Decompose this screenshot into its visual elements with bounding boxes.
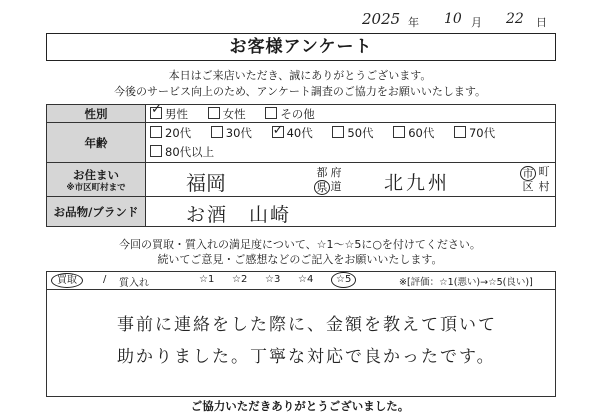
type-pawn-option[interactable]: 質入れ <box>119 278 149 289</box>
date-year-unit: 年 <box>408 16 419 29</box>
star-option-2[interactable]: ☆2 <box>232 274 248 285</box>
city-suffix-grid <box>520 165 554 195</box>
star-option-4[interactable]: ☆4 <box>298 274 314 285</box>
prefecture-suffix-to: 都 <box>316 166 328 179</box>
city-suffix-machi: 町 <box>538 165 550 178</box>
satisfaction-prompt-line-1: 今回の買取・質入れの満足度について、☆1～☆5に○を付けてください。 <box>119 238 481 251</box>
intro-line-2: 今後のサービス向上のため、アンケート調査のご協力をお願いいたします。 <box>113 85 487 98</box>
city-suffix-shi-selected: 市 <box>520 166 536 181</box>
address-label-cell <box>47 163 146 197</box>
age-option-40s[interactable]: ✓ 40代 <box>272 124 313 143</box>
intro-line-1: 本日はご来店いただき、誠にありがとうございます。 <box>168 69 432 82</box>
date-day-unit: 日 <box>536 16 547 29</box>
gender-option-other[interactable]: その他 <box>265 106 315 122</box>
survey-date <box>340 8 560 30</box>
age-option-60s[interactable]: 60代 <box>393 124 434 143</box>
gender-label: 性別 <box>47 105 146 123</box>
satisfaction-prompt-line-2: 続いてご意見・ご感想などのご記入をお願いいたします。 <box>157 253 443 266</box>
page-title: お客様アンケート <box>46 33 556 61</box>
checkbox-checked-icon[interactable] <box>272 126 284 138</box>
city-suffix-mura: 村 <box>538 180 550 193</box>
checkbox-icon[interactable] <box>211 126 223 138</box>
address-label: お住まい <box>73 167 119 182</box>
date-month: 10 <box>444 11 462 27</box>
star-option-1[interactable]: ☆1 <box>199 274 215 285</box>
age-option-30s[interactable]: 30代 <box>211 124 252 143</box>
checkbox-icon[interactable] <box>150 145 162 157</box>
product-field[interactable] <box>146 197 556 227</box>
city-value: 北九州 <box>384 172 451 194</box>
comment-line-2: 助かりました。丁寧な対応で良かったです。 <box>117 347 496 367</box>
checkbox-icon[interactable] <box>332 126 344 138</box>
rating-legend: ※[評価：☆1(悪い)→☆5(良い)] <box>399 277 533 288</box>
gender-option-male[interactable]: ✓ 男性 <box>150 106 188 122</box>
prefecture-suffix-grid <box>314 166 344 194</box>
satisfaction-header <box>47 272 555 290</box>
satisfaction-box <box>46 271 556 397</box>
product-value: お酒 山崎 <box>186 204 292 226</box>
comment-line-1: 事前に連絡をした際に、金額を教えて頂いて <box>117 315 497 335</box>
address-field[interactable] <box>146 163 556 197</box>
type-buy-option-selected[interactable]: 買取 <box>51 273 83 288</box>
age-label: 年齢 <box>47 123 146 163</box>
gender-option-female[interactable]: 女性 <box>208 106 246 122</box>
prefecture-value: 福岡 <box>186 171 226 195</box>
age-option-20s[interactable]: 20代 <box>150 124 191 143</box>
age-option-80s-plus[interactable]: 80代以上 <box>150 143 214 162</box>
prefecture-suffix-ken-selected: 県 <box>314 180 330 195</box>
date-year: 2025 <box>362 10 401 28</box>
prefecture-suffix-fu: 府 <box>330 166 342 179</box>
footer-thanks: ご協力いただきありがとうございました。 <box>190 399 410 413</box>
star-option-5-selected[interactable]: ☆5 <box>331 272 356 288</box>
checkbox-checked-icon[interactable] <box>150 107 162 119</box>
checkbox-icon[interactable] <box>208 107 220 119</box>
type-separator: / <box>103 274 107 285</box>
checkbox-icon[interactable] <box>393 126 405 138</box>
gender-options <box>146 105 556 123</box>
age-option-70s[interactable]: 70代 <box>454 124 495 143</box>
checkbox-icon[interactable] <box>150 126 162 138</box>
age-options <box>146 123 556 163</box>
date-day: 22 <box>506 11 524 27</box>
product-label: お品物/ブランド <box>47 197 146 227</box>
city-suffix-ku: 区 <box>522 180 534 193</box>
checkbox-icon[interactable] <box>454 126 466 138</box>
survey-form-table <box>46 104 556 227</box>
date-month-unit: 月 <box>471 16 482 29</box>
checkbox-icon[interactable] <box>265 107 277 119</box>
star-option-3[interactable]: ☆3 <box>265 274 281 285</box>
age-option-50s[interactable]: 50代 <box>332 124 373 143</box>
address-sublabel: ※市区町村まで <box>66 182 126 193</box>
prefecture-suffix-do: 道 <box>330 180 342 193</box>
